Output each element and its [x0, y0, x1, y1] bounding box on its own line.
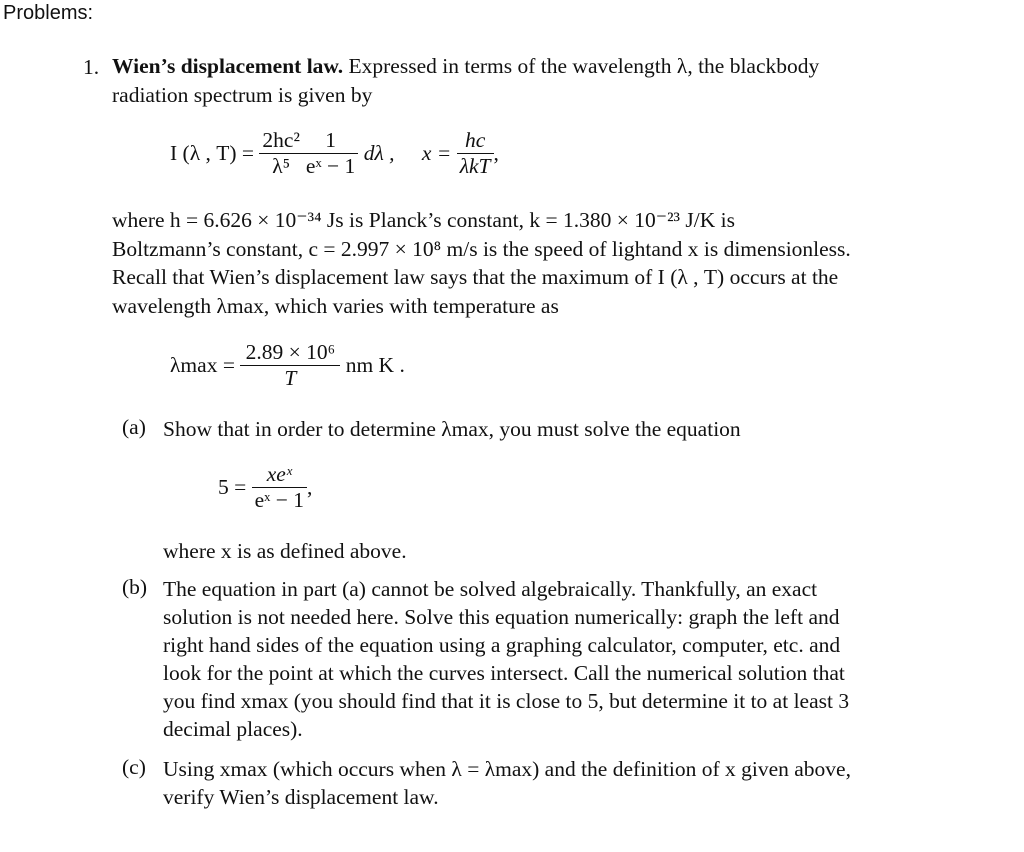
eq1-frac-1 — [259, 128, 303, 179]
part-c-label: (c) — [122, 755, 146, 779]
eq2-num: 2.89 × 10⁶ — [245, 340, 336, 364]
equation-wien — [170, 340, 405, 391]
eq1-x-eq: x = — [421, 141, 452, 165]
eq1-frac-3-den: λkT — [457, 153, 494, 179]
part-b-label: (b) — [122, 575, 148, 599]
problem-intro-line-2: radiation spectrum is given by — [112, 83, 373, 107]
part-a-text: Show that in order to determine λmax, you must solve the equation — [163, 417, 741, 441]
equation-spectrum — [170, 128, 499, 179]
eq1-frac-3 — [457, 128, 494, 179]
eq1-frac-2-den: eˣ − 1 — [303, 153, 358, 179]
eq1-frac-2 — [303, 128, 358, 179]
part-b-line: right hand sides of the equation using a graphing calculator, computer, etc. and — [163, 633, 841, 657]
eqa-comma: , — [307, 475, 313, 499]
eq2-frac — [240, 340, 340, 391]
eq1-frac-3-num: hc — [464, 128, 486, 152]
eqa-den: eˣ − 1 — [252, 487, 307, 513]
problem-number: 1. — [83, 55, 100, 79]
part-c-line: verify Wien’s displacement law. — [163, 785, 439, 809]
eqa-num: xeˣ — [266, 462, 292, 486]
constants-line-2: Boltzmann’s constant, c = 2.997 × 10⁸ m/s is the speed of lightand x is dimensionless. — [112, 237, 851, 261]
eq2-den: T — [240, 365, 340, 391]
constants-line-4: wavelength λmax, which varies with temperature as — [112, 294, 559, 318]
problem-intro-rest: Expressed in terms of the wavelength λ, the blackbody — [348, 54, 820, 78]
part-b-line: solution is not needed here. Solve this equation numerically: graph the left and — [163, 605, 840, 629]
problems-heading: Problems: — [3, 2, 94, 24]
eq1-frac-1-den: λ⁵ — [259, 153, 303, 179]
problem-title: Wien’s displacement law. — [112, 54, 344, 78]
constants-line-3: Recall that Wien’s displacement law says that the maximum of I (λ , T) occurs at the — [112, 265, 839, 289]
eqa-frac — [252, 462, 307, 513]
eq1-comma: , — [493, 141, 499, 165]
part-a-after: where x is as defined above. — [163, 539, 407, 563]
eq1-dlambda: dλ , — [363, 141, 395, 165]
constants-line-1: where h = 6.626 × 10⁻³⁴ Js is Planck’s constant, k = 1.380 × 10⁻²³ J/K is — [112, 208, 735, 232]
part-b-line: decimal places). — [163, 717, 303, 741]
eq1-frac-1-num: 2hc² — [262, 128, 300, 152]
part-c-line: Using xmax (which occurs when λ = λmax) and the definition of x given above, — [163, 757, 851, 781]
eqa-lhs: 5 = — [218, 475, 247, 499]
part-a-label: (a) — [122, 415, 146, 439]
eq2-lhs: λmax = — [170, 353, 235, 377]
equation-part-a — [218, 462, 312, 513]
eq2-unit: nm K . — [345, 353, 405, 377]
eq1-lhs: I (λ , T) = — [170, 141, 255, 165]
eq1-frac-2-num: 1 — [325, 128, 336, 152]
part-b-line: The equation in part (a) cannot be solved algebraically. Thankfully, an exact — [163, 577, 818, 601]
problem-intro-line-1 — [112, 52, 819, 80]
part-b-line: look for the point at which the curves intersect. Call the numerical solution that — [163, 661, 845, 685]
part-b-line: you find xmax (you should find that it is close to 5, but determine it to at least 3 — [163, 689, 850, 713]
